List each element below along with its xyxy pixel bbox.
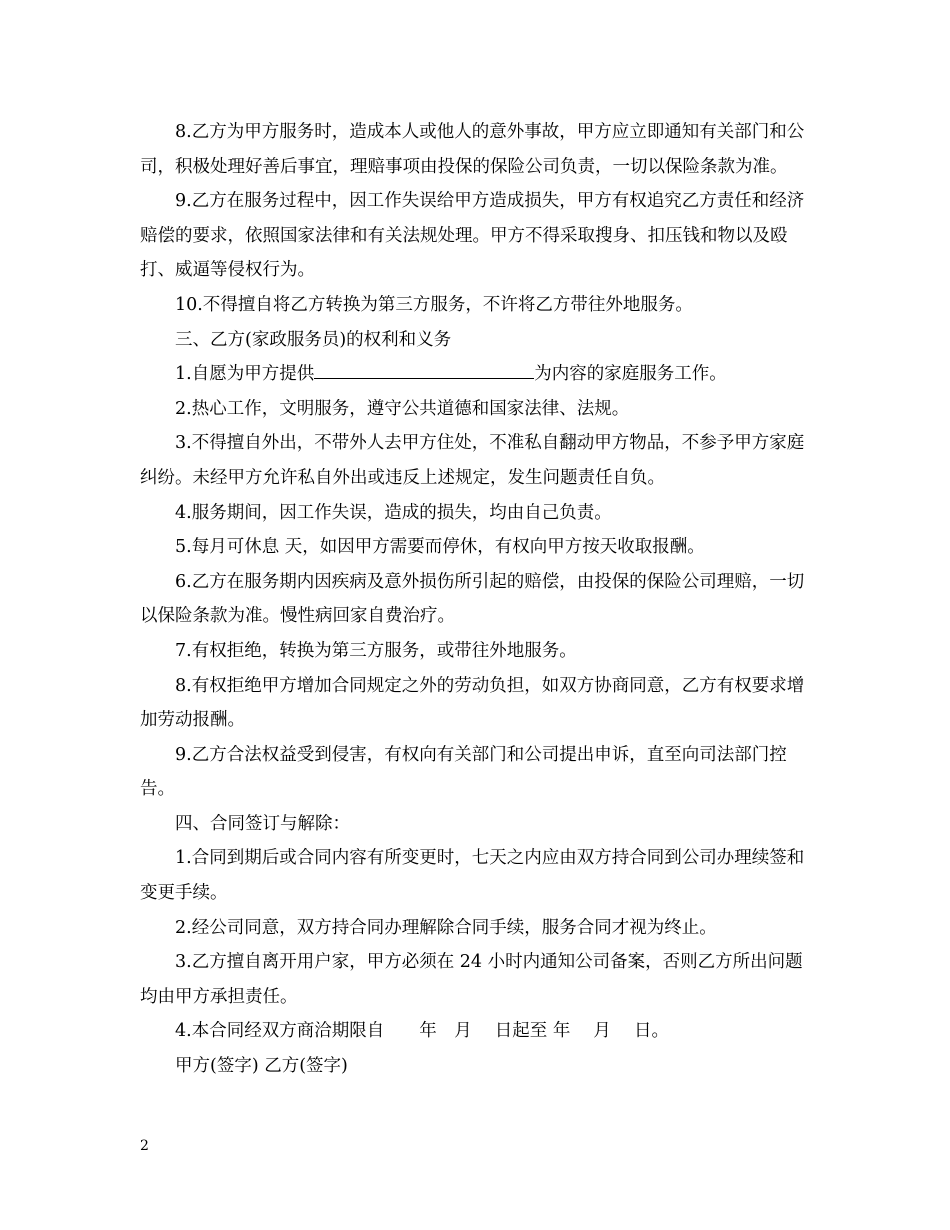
section-heading: 四、合同签订与解除： — [175, 813, 350, 834]
clause-paragraph: 2.经公司同意，双方持合同办理解除合同手续，服务合同才视为终止。 — [175, 917, 717, 938]
blank-clause-before: 1.自愿为甲方提供 — [175, 364, 315, 385]
clause-paragraph: 9.乙方在服务过程中，因工作失误给甲方造成损失，甲方有权追究乙方责任和经济赔偿的要求，依照国家法律和有关法规处理。甲方不得采取搜身、扣压钱和物以及殴打、威逼等侵权行为。 — [140, 191, 805, 281]
signature-line: 甲方(签字) 乙方(签字) — [175, 1056, 348, 1077]
clause-paragraph: 7.有权拒绝，转换为第三方服务，或带往外地服务。 — [175, 640, 577, 661]
clause-paragraph: 1.合同到期后或合同内容有所变更时，七天之内应由双方持合同到公司办理续签和变更手续。 — [140, 848, 805, 904]
clause-paragraph: 9.乙方合法权益受到侵害，有权向有关部门和公司提出申诉，直至向司法部门控告。 — [140, 744, 787, 800]
clause-paragraph-with-blank — [140, 357, 812, 392]
document-body — [140, 115, 812, 1084]
fill-in-blank-line — [314, 360, 534, 379]
clause-paragraph: 3.不得擅自外出，不带外人去甲方住处，不准私自翻动甲方物品，不参予甲方家庭纠纷。未经甲方允许私自外出或违反上述规定，发生问题责任自负。 — [140, 433, 805, 488]
clause-paragraph: 10.不得擅自将乙方转换为第三方服务，不许将乙方带往外地服务。 — [175, 294, 693, 315]
section-heading: 三、乙方(家政服务员)的权利和义务 — [175, 329, 452, 350]
clause-paragraph: 2.热心工作，文明服务，遵守公共道德和国家法律、法规。 — [175, 398, 630, 419]
clause-paragraph: 3.乙方擅自离开用户家，甲方必须在 24 小时内通知公司备案，否则乙方所出问题均由甲方承担责任。 — [140, 952, 803, 1007]
clause-paragraph: 5.每月可休息 天，如因甲方需要而停休，有权向甲方按天收取报酬。 — [175, 537, 705, 558]
page-number: 2 — [140, 1138, 149, 1154]
clause-paragraph: 4.服务期间，因工作失误，造成的损失，均由自己负责。 — [175, 502, 612, 523]
clause-paragraph: 8.有权拒绝甲方增加合同规定之外的劳动负担，如双方协商同意，乙方有权要求增加劳动报酬。 — [140, 675, 805, 731]
clause-paragraph: 4.本合同经双方商洽期限自 年 月 日起至 年 月 日。 — [175, 1021, 669, 1042]
clause-paragraph: 8.乙方为甲方服务时，造成本人或他人的意外事故，甲方应立即通知有关部门和公司，积极处理好善后事宜，理赔事项由投保的保险公司负责，一切以保险条款为准。 — [140, 122, 805, 177]
blank-clause-after: 为内容的家庭服务工作。 — [534, 364, 727, 385]
clause-paragraph: 6.乙方在服务期内因疾病及意外损伤所引起的赔偿，由投保的保险公司理赔，一切以保险条款为准。慢性病回家自费治疗。 — [140, 571, 805, 627]
